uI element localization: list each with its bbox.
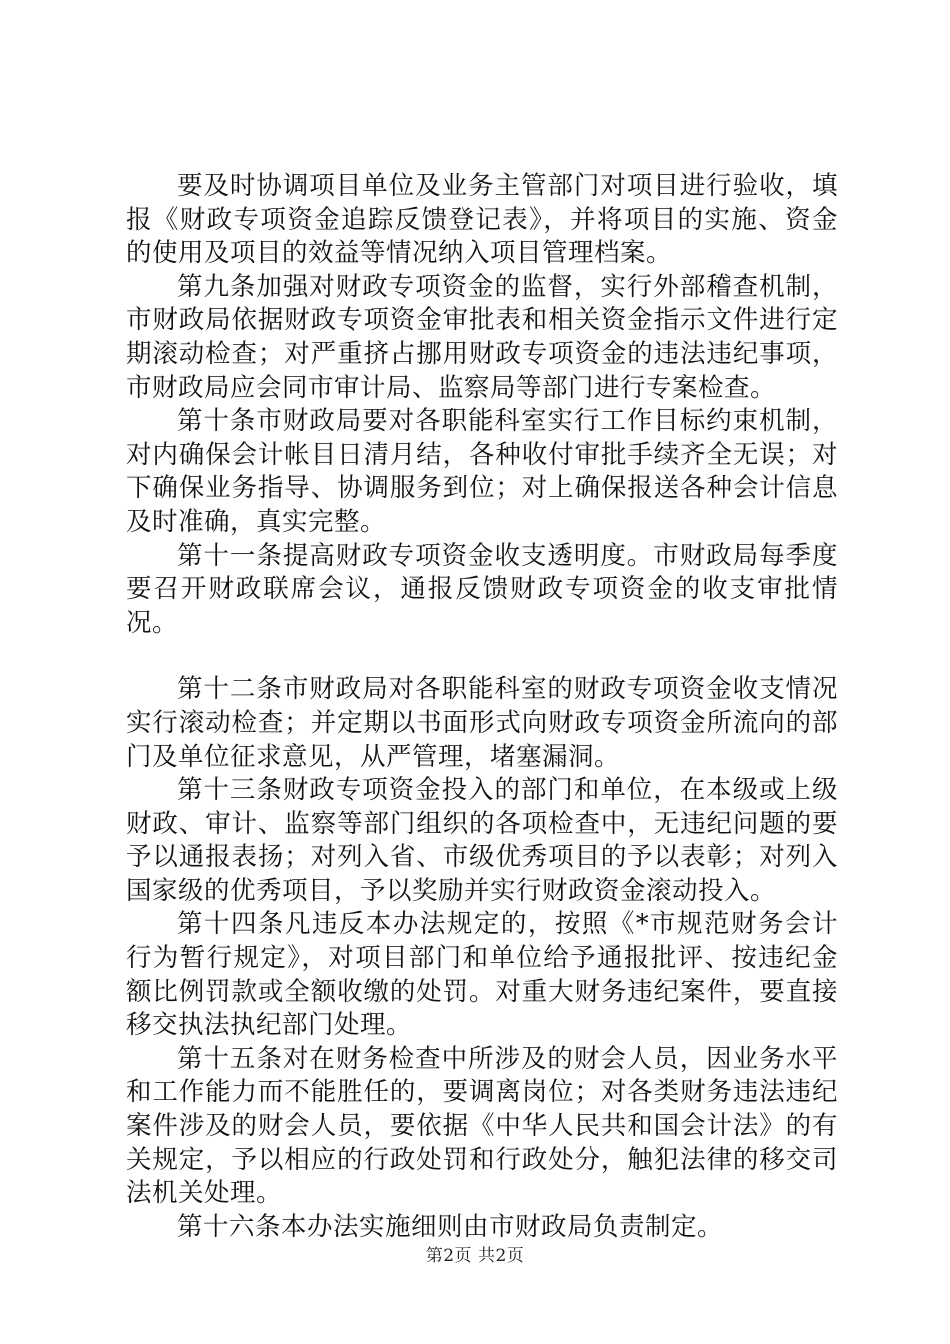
paragraph-article-13: 第十三条财政专项资金投入的部门和单位，在本级或上级财政、审计、监察等部门组织的各项检查中，无违纪问题的要予以通报表扬；对列入省、市级优秀项目的予以表彰；对列入国家级的优秀项目，予以奖励并实行财政资金滚动投入。 [126,775,838,906]
paragraph-article-11: 第十一条提高财政专项资金收支透明度。市财政局每季度要召开财政联席会议，通报反馈财政专项资金的收支审批情况。 [126,540,838,638]
document-body [126,170,838,1244]
page-number-footer: 第2页 共2页 [425,1246,525,1266]
paragraph-project-acceptance: 要及时协调项目单位及业务主管部门对项目进行验收，填报《财政专项资金追踪反馈登记表》，并将项目的实施、资金的使用及项目的效益等情况纳入项目管理档案。 [126,171,838,269]
paragraph-article-10: 第十条市财政局要对各职能科室实行工作目标约束机制，对内确保会计帐目日清月结，各种收付审批手续齐全无误；对下确保业务指导、协调服务到位；对上确保报送各种会计信息及时准确，真实完整。 [126,406,838,537]
paragraph-article-14: 第十四条凡违反本办法规定的，按照《*市规范财务会计行为暂行规定》，对项目部门和单位给予通报批评、按违纪金额比例罚款或全额收缴的处罚。对重大财务违纪案件，要直接移交执法执纪部门处理。 [126,909,838,1041]
paragraph-article-15: 第十五条对在财务检查中所涉及的财会人员，因业务水平和工作能力而不能胜任的，要调离岗位；对各类财务违法违纪案件涉及的财会人员，要依据《中华人民共和国会计法》的有关规定，予以相应的行政处罚和行政处分，触犯法律的移交司法机关处理。 [126,1043,838,1209]
paragraph-article-12: 第十二条市财政局对各职能科室的财政专项资金收支情况实行滚动检查；并定期以书面形式向财政专项资金所流向的部门及单位征求意见，从严管理，堵塞漏洞。 [126,674,838,772]
paragraph-article-16: 第十六条本办法实施细则由市财政局负责制定。 [177,1211,724,1242]
paragraph-article-9: 第九条加强对财政专项资金的监督，实行外部稽查机制，市财政局依据财政专项资金审批表和相关资金指示文件进行定期滚动检查；对严重挤占挪用财政专项资金的违法违纪事项，市财政局应会同市审计局、监察局等部门进行专案检查。 [126,271,838,403]
